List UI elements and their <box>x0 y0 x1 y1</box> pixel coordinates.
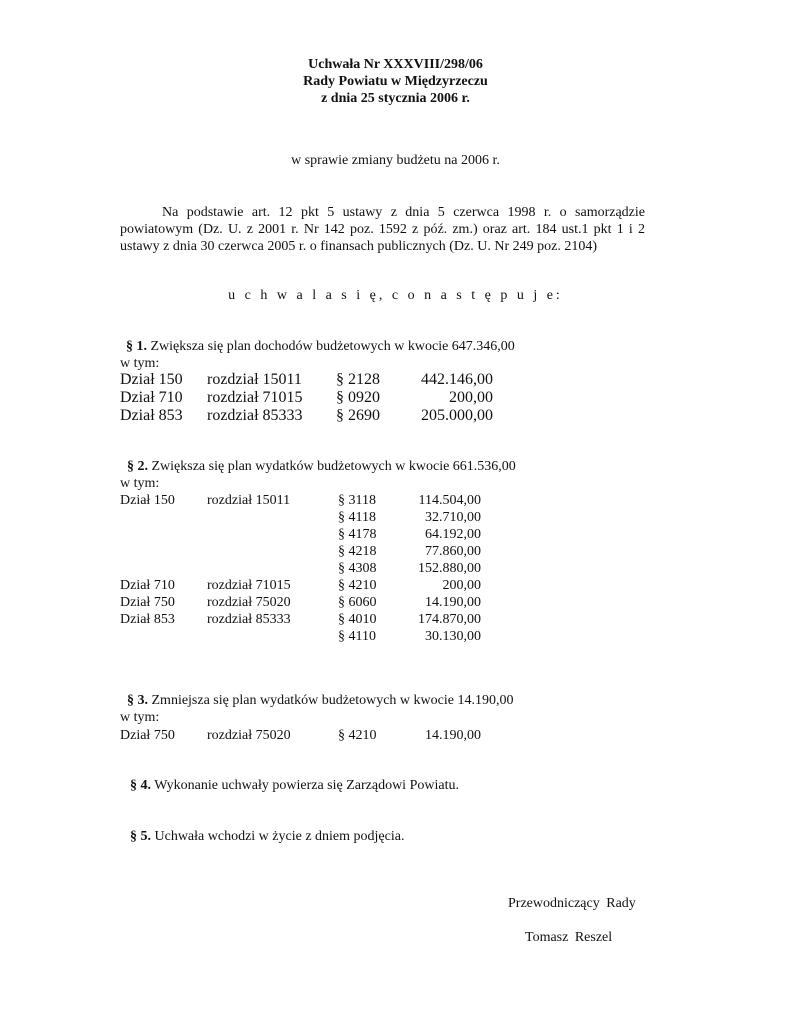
paragraph-cell: § 4210 <box>338 578 377 593</box>
dzial-cell: Dział 853 <box>120 407 183 424</box>
section-1-number: § 1. <box>126 339 147 354</box>
section-4 <box>130 778 459 794</box>
amount-cell: 114.504,00 <box>418 493 481 508</box>
rozdzial-cell: rozdział 15011 <box>207 371 302 388</box>
dzial-cell: Dział 750 <box>120 728 175 743</box>
dzial-cell: Dział 710 <box>120 389 183 406</box>
rozdzial-cell: rozdział 75020 <box>207 728 291 743</box>
paragraph-cell: § 4210 <box>338 728 377 743</box>
amount-cell: 174.870,00 <box>418 612 481 627</box>
signature-name: Tomasz Reszel <box>525 930 613 945</box>
paragraph-cell: § 4218 <box>338 544 377 559</box>
paragraph-cell: § 0920 <box>336 389 380 406</box>
amount-cell: 64.192,00 <box>425 527 481 542</box>
amount-cell: 200,00 <box>442 578 481 593</box>
section-3-number: § 3. <box>127 693 148 708</box>
section-3-wtym: w tym: <box>120 710 160 725</box>
legal-basis-line-2: powiatowym (Dz. U. z 2001 r. Nr 142 poz. 1592 z póź. zm.) oraz art. 184 ust.1 pkt 1 i 2 <box>120 222 645 237</box>
section-5 <box>130 829 404 845</box>
rozdzial-cell: rozdział 71015 <box>207 389 303 406</box>
resolution-date: z dnia 25 stycznia 2006 r. <box>321 91 470 106</box>
resolution-subject: w sprawie zmiany budżetu na 2006 r. <box>291 153 500 168</box>
dzial-cell: Dział 750 <box>120 595 175 610</box>
dzial-cell: Dział 710 <box>120 578 175 593</box>
resolve-heading: u c h w a l a s i ę, c o n a s t ę p u j e: <box>228 288 563 303</box>
amount-cell: 14.190,00 <box>425 595 481 610</box>
paragraph-cell: § 4010 <box>338 612 377 627</box>
amount-cell: 152.880,00 <box>418 561 481 576</box>
paragraph-cell: § 3118 <box>338 493 376 508</box>
paragraph-cell: § 4110 <box>338 629 376 644</box>
rozdzial-cell: rozdział 71015 <box>207 578 291 593</box>
section-2-heading <box>127 459 516 475</box>
section-5-text: Uchwała wchodzi w życie z dniem podjęcia. <box>151 829 405 844</box>
dzial-cell: Dział 853 <box>120 612 175 627</box>
rozdzial-cell: rozdział 85333 <box>207 612 291 627</box>
section-5-number: § 5. <box>130 829 151 844</box>
dzial-cell: Dział 150 <box>120 371 183 388</box>
legal-basis-line-1: Na podstawie art. 12 pkt 5 ustawy z dnia 5 czerwca 1998 r. o samorządzie <box>162 205 645 220</box>
amount-cell: 205.000,00 <box>421 407 493 424</box>
section-1-wtym: w tym: <box>120 356 160 371</box>
section-2-wtym: w tym: <box>120 476 160 491</box>
rozdzial-cell: rozdział 85333 <box>207 407 303 424</box>
paragraph-cell: § 4178 <box>338 527 377 542</box>
section-2-number: § 2. <box>127 459 148 474</box>
paragraph-cell: § 4118 <box>338 510 376 525</box>
section-1-heading <box>126 339 515 355</box>
dzial-cell: Dział 150 <box>120 493 175 508</box>
amount-cell: 14.190,00 <box>425 728 481 743</box>
amount-cell: 442.146,00 <box>421 371 493 388</box>
resolution-title: Uchwała Nr XXXVIII/298/06 <box>308 57 483 72</box>
rozdzial-cell: rozdział 75020 <box>207 595 291 610</box>
section-3-text: Zmniejsza się plan wydatków budżetowych w kwocie 14.190,00 <box>148 693 514 708</box>
legal-basis <box>120 204 645 255</box>
paragraph-cell: § 6060 <box>338 595 377 610</box>
amount-cell: 77.860,00 <box>425 544 481 559</box>
section-3-heading <box>127 693 513 709</box>
council-name: Rady Powiatu w Międzyrzeczu <box>303 74 488 89</box>
paragraph-cell: § 2128 <box>336 371 380 388</box>
legal-basis-line-3: ustawy z dnia 30 czerwca 2005 r. o finansach publicznych (Dz. U. Nr 249 poz. 2104) <box>120 239 598 254</box>
section-1-text: Zwiększa się plan dochodów budżetowych w kwocie 647.346,00 <box>147 339 515 354</box>
amount-cell: 32.710,00 <box>425 510 481 525</box>
section-2-text: Zwiększa się plan wydatków budżetowych w kwocie 661.536,00 <box>148 459 516 474</box>
rozdzial-cell: rozdział 15011 <box>207 493 291 508</box>
section-4-text: Wykonanie uchwały powierza się Zarządowi Powiatu. <box>151 778 459 793</box>
signature-role: Przewodniczący Rady <box>508 896 636 911</box>
paragraph-cell: § 4308 <box>338 561 377 576</box>
amount-cell: 200,00 <box>449 389 493 406</box>
amount-cell: 30.130,00 <box>425 629 481 644</box>
section-4-number: § 4. <box>130 778 151 793</box>
paragraph-cell: § 2690 <box>336 407 380 424</box>
